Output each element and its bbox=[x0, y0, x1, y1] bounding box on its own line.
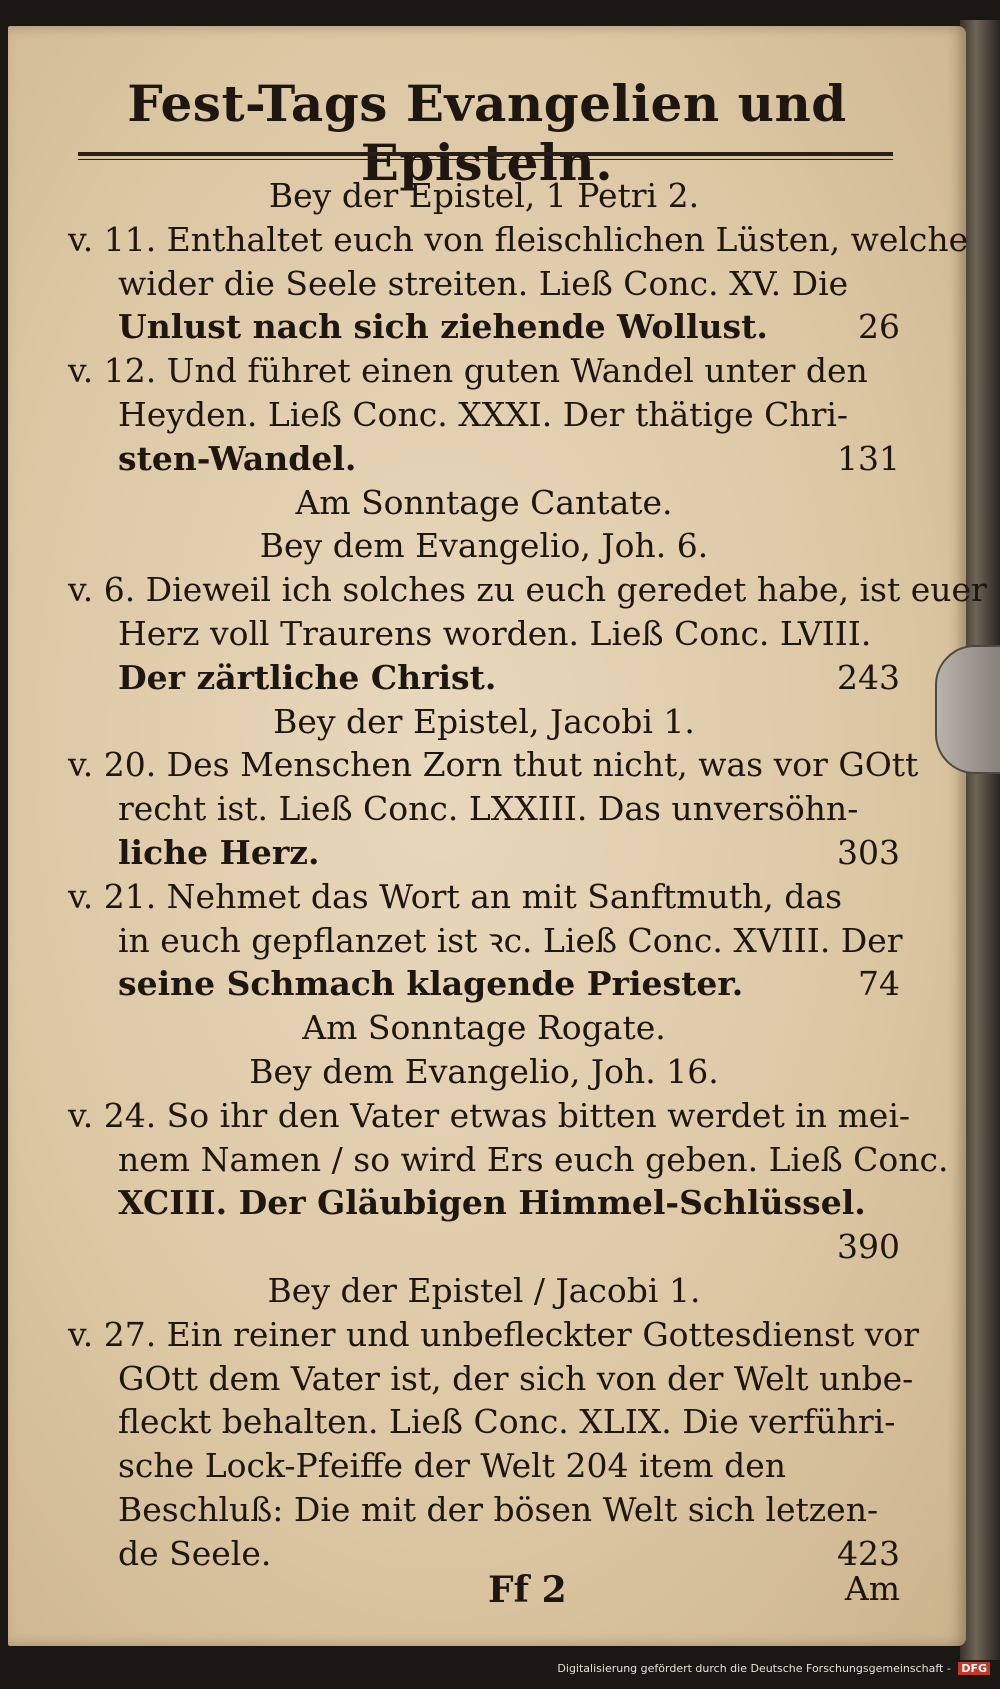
signature-mark: Ff 2 bbox=[488, 1569, 567, 1611]
line-text: Herz voll Traurens worden. Ließ Conc. LVIII. bbox=[118, 613, 872, 653]
line-text: sche Lock-Pfeiffe der Welt 204 item den bbox=[118, 1446, 786, 1486]
text-line bbox=[68, 1050, 900, 1094]
line-text: v. 20. Des Menschen Zorn thut nicht, was vor GOtt bbox=[68, 745, 919, 785]
text-line bbox=[68, 1181, 900, 1225]
line-text: seine Schmach klagende Priester. bbox=[118, 964, 744, 1004]
page-footer bbox=[68, 1569, 900, 1613]
running-header: Fest-Tags Evangelien und Episteln. bbox=[127, 74, 847, 192]
text-line bbox=[68, 1138, 949, 1182]
text-line bbox=[68, 568, 987, 612]
line-text: in euch gepflanzet ist ꝛc. Ließ Conc. XVIII. Der bbox=[118, 920, 903, 960]
line-text: Am Sonntage Rogate. bbox=[302, 1008, 666, 1048]
catchword: Am bbox=[844, 1569, 900, 1608]
page-reference: 390 bbox=[837, 1227, 900, 1267]
book-edge bbox=[960, 20, 1000, 1660]
text-line bbox=[68, 1269, 900, 1313]
text-line bbox=[68, 1006, 900, 1050]
text-line bbox=[68, 831, 900, 875]
text-line bbox=[68, 1225, 900, 1269]
page-reference: 423 bbox=[837, 1533, 900, 1573]
text-line bbox=[68, 919, 903, 963]
line-text: GOtt dem Vater ist, der sich von der Welt unbe- bbox=[118, 1358, 914, 1398]
page-body bbox=[68, 174, 987, 1576]
line-text: Der zärtliche Christ. bbox=[118, 657, 497, 697]
text-line bbox=[68, 262, 900, 306]
text-line bbox=[68, 524, 900, 568]
text-line bbox=[68, 393, 900, 437]
line-text: v. 6. Dieweil ich solches zu euch geredet habe, ist euer bbox=[68, 570, 987, 610]
line-text: fleckt behalten. Ließ Conc. XLIX. Die verführi- bbox=[118, 1402, 896, 1442]
line-text: Heyden. Ließ Conc. XXXI. Der thätige Chri- bbox=[118, 394, 849, 434]
line-text: Bey der Epistel, 1 Petri 2. bbox=[268, 176, 700, 215]
digitization-credit bbox=[0, 1662, 990, 1675]
text-line bbox=[68, 787, 900, 831]
line-text: Unlust nach sich ziehende Wollust. bbox=[118, 307, 768, 347]
text-line bbox=[68, 1313, 919, 1357]
page-reference: 131 bbox=[837, 438, 900, 478]
line-text: XCIII. Der Gläubigen Himmel-Schlüssel. bbox=[118, 1183, 866, 1223]
text-line bbox=[68, 1094, 911, 1138]
line-text: recht ist. Ließ Conc. LXXIII. Das unversöhn- bbox=[118, 789, 859, 829]
book-page bbox=[8, 26, 987, 1646]
line-text: liche Herz. bbox=[118, 832, 320, 872]
line-text: v. 21. Nehmet das Wort an mit Sanftmuth, das bbox=[68, 876, 843, 916]
text-line bbox=[68, 962, 900, 1006]
header-rule-thin bbox=[78, 159, 893, 160]
text-line bbox=[68, 875, 900, 919]
text-line bbox=[68, 612, 900, 656]
text-line bbox=[68, 700, 900, 744]
text-line bbox=[68, 1357, 914, 1401]
line-text: v. 24. So ihr den Vater etwas bitten werdet in mei- bbox=[68, 1095, 911, 1135]
page-clip bbox=[935, 645, 1000, 774]
line-text: Bey dem Evangelio, Joh. 16. bbox=[249, 1051, 719, 1091]
page-reference: 243 bbox=[837, 657, 900, 697]
text-line bbox=[68, 1444, 900, 1488]
line-text: wider die Seele streiten. Ließ Conc. XV. Die bbox=[118, 263, 849, 303]
page-reference: 74 bbox=[858, 964, 900, 1004]
text-line bbox=[68, 1488, 900, 1532]
line-text: Bey der Epistel / Jacobi 1. bbox=[267, 1270, 701, 1310]
text-line bbox=[68, 481, 900, 525]
line-text: Bey dem Evangelio, Joh. 6. bbox=[259, 526, 709, 566]
line-text: v. 27. Ein reiner und unbefleckter Gottesdienst vor bbox=[68, 1314, 919, 1354]
line-text: Beschluß: Die mit der bösen Welt sich letzen- bbox=[118, 1489, 879, 1529]
line-text: Am Sonntage Cantate. bbox=[295, 482, 673, 522]
text-line bbox=[68, 656, 900, 700]
text-line bbox=[68, 305, 900, 349]
header-rule bbox=[78, 152, 893, 156]
text-line bbox=[68, 743, 919, 787]
credit-text: Digitalisierung gefördert durch die Deutsche Forschungsgemeinschaft - bbox=[557, 1662, 951, 1675]
line-text: nem Namen / so wird Ers euch geben. Ließ Conc. bbox=[118, 1139, 949, 1179]
text-line bbox=[68, 218, 969, 262]
page-reference: 26 bbox=[858, 307, 900, 347]
line-text: de Seele. bbox=[118, 1533, 272, 1573]
text-line bbox=[68, 437, 900, 481]
line-text: v. 11. Enthaltet euch von fleischlichen Lüsten, welche bbox=[68, 219, 969, 259]
dfg-logo: DFG bbox=[958, 1662, 990, 1675]
page-reference: 303 bbox=[837, 832, 900, 872]
line-text: v. 12. Und führet einen guten Wandel unter den bbox=[68, 351, 868, 391]
line-text: sten-Wandel. bbox=[118, 438, 357, 478]
text-line bbox=[68, 174, 900, 218]
text-line bbox=[68, 1400, 900, 1444]
line-text: Bey der Epistel, Jacobi 1. bbox=[273, 701, 695, 741]
text-line bbox=[68, 349, 900, 393]
